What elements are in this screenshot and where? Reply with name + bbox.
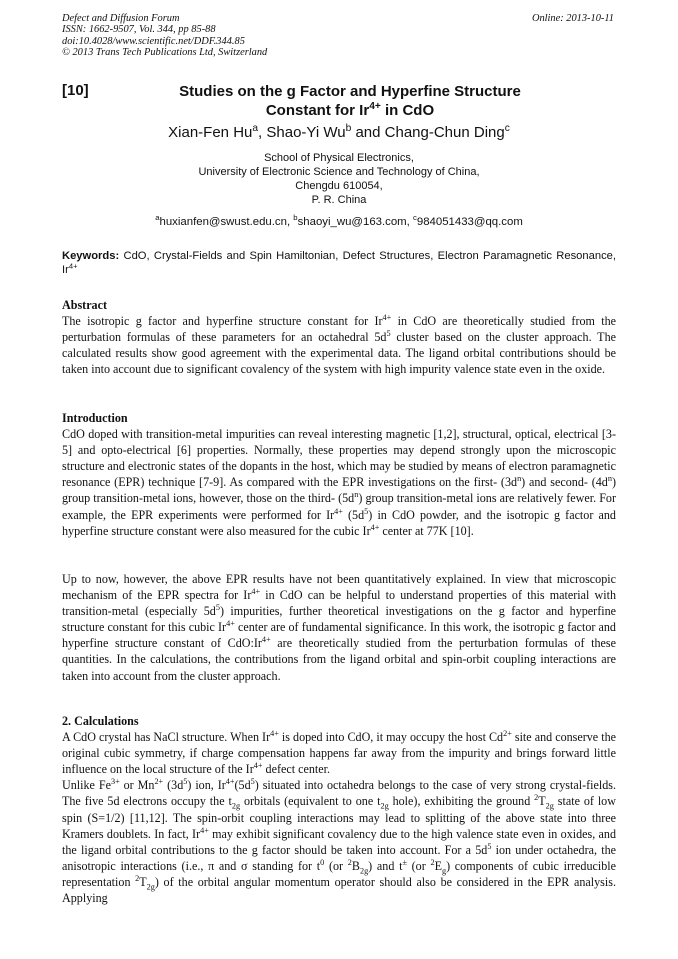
text-run: ) ion, Ir <box>187 778 226 793</box>
text-run: may exhibit significant covalency due to the high valence state even in oxides, and the ligand orbital contributions to the g factor should be taken into account. For a 5d <box>62 826 616 857</box>
superscript: 4+ <box>225 777 235 787</box>
text-run: in CdO are theoretically studied from the perturbation formulas of these parameters for an octahedral 5d <box>62 314 616 345</box>
superscript: 4+ <box>261 635 271 645</box>
superscript: 4+ <box>334 506 343 516</box>
text-run: ) group transition-metal ions are relatively fewer. For example, the EPR experiments were performed for Ir <box>62 491 616 522</box>
subscript: 2g <box>380 801 389 811</box>
text-run: center at 77K [10]. <box>379 523 474 538</box>
text-run: A CdO crystal has NaCl structure. When Ir <box>62 730 271 745</box>
author-1: Xian-Fen Hu <box>168 124 253 141</box>
journal-header <box>62 13 267 59</box>
text-run: T <box>538 794 546 809</box>
superscript: 4+ <box>253 761 263 771</box>
text-run: CdO doped with transition-metal impurities can reveal interesting magnetic [1,2], structural, optical, electrical [3-5] and opto-electrical [6] properties. Normally, these properties may depend strongly upon the microscopic structure and electronic states of the dopants in the host, which may be studied by means of electron paramagnetic resonance (EPR) technique [7-9]. As compared with the EPR investigations on the first- (3d <box>62 427 616 490</box>
introduction-section <box>62 410 616 539</box>
author-separator: , <box>258 124 267 141</box>
text-run: (or <box>324 858 348 873</box>
text-run: Up to now, however, the above EPR results have not been quantitatively explained. In view that microscopic mechanism of the EPR spectra for Ir <box>62 572 616 603</box>
author-3: Chang-Chun Ding <box>384 124 505 141</box>
text-run: ) components of cubic irreducible representation <box>62 858 616 889</box>
subscript: 2g <box>545 801 554 811</box>
title-text: Constant for Ir <box>265 102 370 119</box>
title-line-1: Studies on the g Factor and Hyperfine Structure <box>179 83 521 100</box>
superscript: 3+ <box>110 777 120 787</box>
superscript: 4+ <box>251 587 261 597</box>
text-run: center are of fundamental significance. In this work, the isotropic g factor and hyperfine structure constant of CdO:Ir <box>62 620 616 651</box>
copyright-line: © 2013 Trans Tech Publications Ltd, Switzerland <box>62 47 268 59</box>
keywords <box>62 249 616 277</box>
text-run: is doped into CdO, it may occupy the host Cd <box>278 730 504 745</box>
introduction-continued <box>62 571 616 684</box>
keywords-label: Keywords: <box>62 250 120 262</box>
section-heading: Introduction <box>62 411 128 425</box>
abstract-section <box>62 297 616 377</box>
superscript: 5 <box>250 777 255 787</box>
section-heading: Abstract <box>62 298 108 312</box>
issn-line: ISSN: 1662-9507, Vol. 344, pp 85-88 <box>62 24 216 36</box>
superscript: 2 <box>430 857 435 867</box>
text-run: or Mn <box>119 778 155 793</box>
text-run: T <box>139 874 147 889</box>
text-run: ) and second- (4d <box>521 475 608 490</box>
affiliation <box>62 151 616 207</box>
reference-number: [10] <box>62 82 89 99</box>
calculations-section <box>62 713 616 906</box>
superscript: n <box>517 474 522 484</box>
email-mark: b <box>293 213 298 223</box>
text-run: (5d <box>342 507 365 522</box>
superscript: 5 <box>183 777 188 787</box>
email-link[interactable]: 984051433@qq.com <box>416 216 523 228</box>
calc-paragraph-2 <box>62 777 616 906</box>
superscript: 4+ <box>200 825 209 835</box>
title-text-end: in CdO <box>380 102 435 119</box>
author-2-mark: b <box>345 123 352 134</box>
paper-title <box>130 82 570 120</box>
text-run: E <box>434 858 442 873</box>
text-run: ) impurities, further theoretical investigations on the g factor and hyperfine structure constant for this cubic Ir <box>62 604 617 635</box>
subscript: 2g <box>231 801 241 811</box>
author-1-mark: a <box>252 123 259 134</box>
keywords-superscript: 4+ <box>68 261 78 271</box>
intro-paragraph-2 <box>62 571 616 684</box>
author-2: Shao-Yi Wu <box>266 124 346 141</box>
email-mark: a <box>155 213 160 223</box>
superscript: 2+ <box>503 729 512 739</box>
online-date: Online: 2013-10-11 <box>531 13 614 24</box>
keywords-text: CdO, Crystal-Fields and Spin Hamiltonian, Defect Structures, Electron Paramagnetic Resonance, Ir <box>62 250 616 276</box>
affiliation-line: P. R. China <box>311 194 367 206</box>
intro-paragraph-1 <box>62 426 616 539</box>
text-run: orbitals (equivalent to one t <box>240 794 381 809</box>
superscript: 4+ <box>370 522 380 532</box>
author-list <box>62 124 616 142</box>
superscript: 5 <box>215 603 220 613</box>
superscript: 5 <box>386 329 391 339</box>
text-run: site and conserve the original cubic symmetry, if charge compensation happens far away from the impurity and brings forward little influence on the local structure of the Ir <box>62 730 616 777</box>
text-run: defect center. <box>262 762 330 777</box>
email-link[interactable]: shaoyi_wu@163.com, <box>297 216 413 228</box>
superscript: 2 <box>135 873 140 883</box>
author-emails <box>62 215 616 229</box>
email-link[interactable]: huxianfen@swust.edu.cn, <box>159 216 294 228</box>
text-run: (or <box>406 858 431 873</box>
text-run: Unlike Fe <box>62 778 111 793</box>
email-mark: c <box>413 213 417 223</box>
superscript: ± <box>402 857 407 867</box>
section-heading: 2. Calculations <box>62 714 139 728</box>
subscript: 2g <box>146 882 155 892</box>
superscript: 2+ <box>154 777 164 787</box>
superscript: n <box>607 474 612 484</box>
text-run: hole), exhibiting the ground <box>388 794 535 809</box>
text-run: are theoretically studied from the perturbation formulas of these quantities. In the calculations, the contributions from the ligand orbital and spin-orbit coupling interactions are taken into account from the cluster approach. <box>62 636 616 683</box>
text-run: ) and t <box>368 858 403 873</box>
affiliation-line: University of Electronic Science and Technology of China, <box>198 166 480 178</box>
superscript: 0 <box>320 857 325 867</box>
superscript: 4+ <box>270 729 279 739</box>
text-run: (3d <box>163 778 184 793</box>
subscript: 2g <box>359 866 369 876</box>
text-run: state of low spin (S=1/2) [11,12]. The spin-orbit coupling interactions may lead to splitting of the above state into three Kramers doublets. In fact, Ir <box>62 794 616 841</box>
calc-paragraph-1 <box>62 729 616 777</box>
superscript: 5 <box>364 506 369 516</box>
affiliation-line: Chengdu 610054, <box>295 180 383 192</box>
superscript: n <box>354 490 359 500</box>
superscript: 2 <box>534 793 539 803</box>
superscript: 2 <box>347 857 352 867</box>
text-run: ) situated into octahedra belongs to the case of very strong crystal-fields. The five 5d electrons occupy the t <box>62 778 617 809</box>
author-3-mark: c <box>504 123 510 134</box>
text-run: The isotropic g factor and hyperfine structure constant for Ir <box>62 314 383 329</box>
text-run: (5d <box>234 778 251 793</box>
author-separator: and <box>351 124 385 141</box>
journal-name: Defect and Diffusion Forum <box>62 13 180 24</box>
doi-line: doi:10.4028/www.scientific.net/DDF.344.85 <box>62 35 245 47</box>
abstract-paragraph <box>62 313 616 377</box>
superscript: 4+ <box>382 313 392 323</box>
text-run: ion under octahedra, the anisotropic interactions (i.e., π and σ standing for t <box>62 842 616 873</box>
affiliation-line: School of Physical Electronics, <box>264 152 414 164</box>
text-run: ) of the orbital angular momentum operator should also be considered in the EPR analysis. Applying <box>62 874 616 906</box>
text-run: ) group transition-metal ions, however, those on the third- (5d <box>62 475 616 506</box>
text-run: in CdO can be helpful to understand properties of this material with transition-metal (especially 5d <box>62 588 616 619</box>
superscript: 4+ <box>226 619 235 629</box>
superscript: 5 <box>487 841 492 851</box>
text-run: cluster based on the cluster approach. The calculated results show good agreement with the experimental data. The ligand orbital contributions should be taken into account due to significant covalency of the system with high impurity valence state even in the oxide. <box>62 330 616 377</box>
title-line-2 <box>130 101 570 120</box>
title-superscript: 4+ <box>369 101 381 112</box>
subscript: g <box>441 866 447 876</box>
text-run: ) in CdO powder, and the isotropic g factor and hyperfine structure constant were also measured for the cubic Ir <box>62 507 616 538</box>
text-run: B <box>351 858 360 873</box>
